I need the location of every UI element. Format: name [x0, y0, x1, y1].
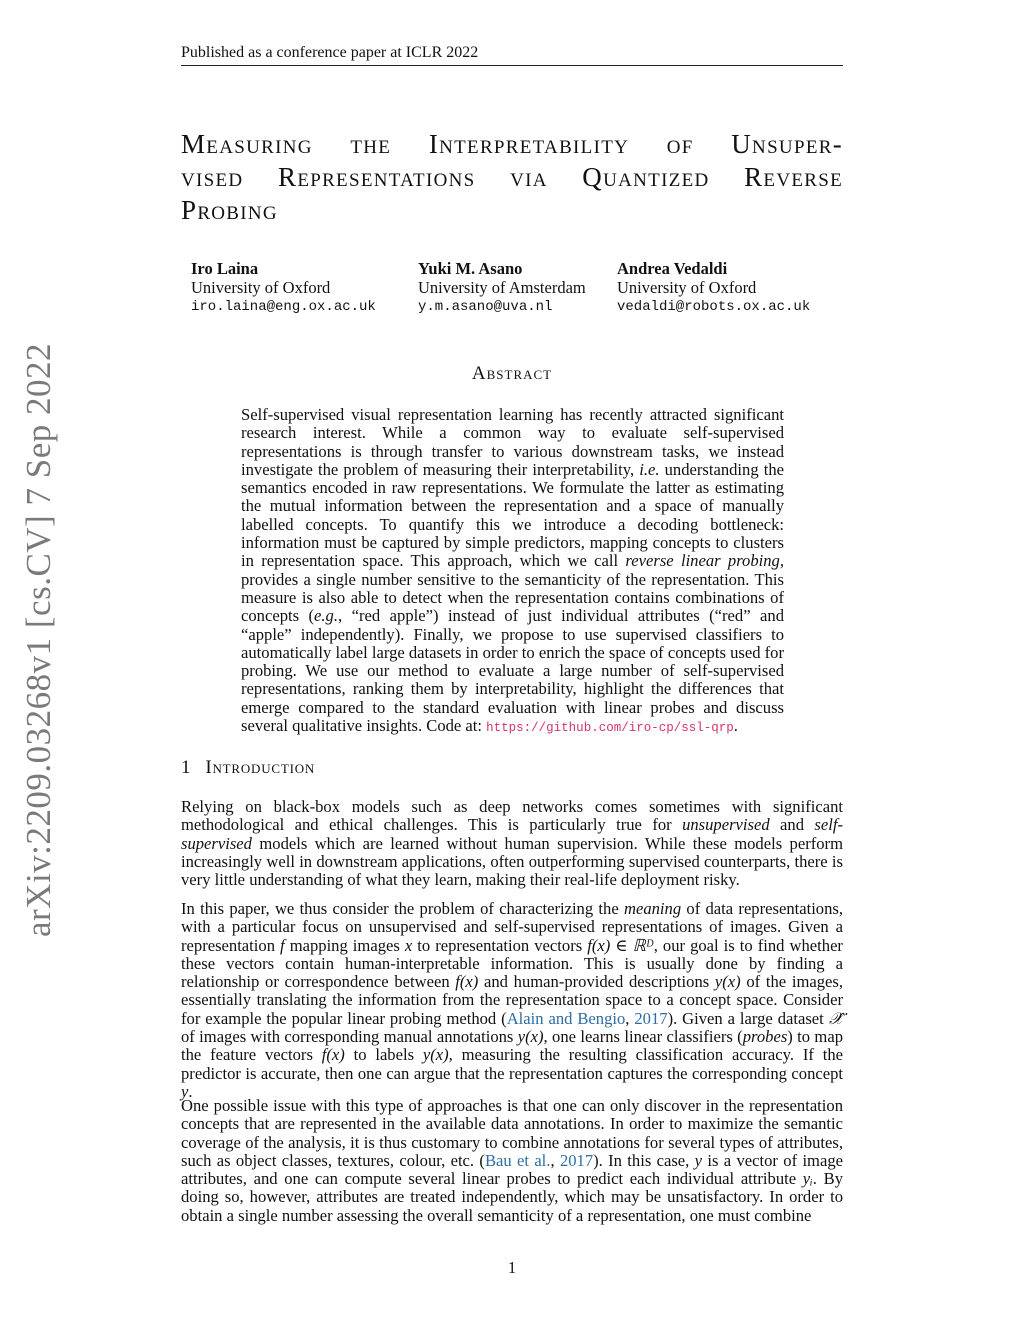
abstract-heading: Abstract — [471, 363, 553, 384]
citation-link[interactable]: 2017 — [634, 1008, 668, 1028]
text-run: , — [550, 1150, 560, 1170]
math-expression: yᵢ — [802, 1169, 813, 1189]
emphasis-text: probes — [742, 1027, 788, 1047]
title-line: vised Representations via Quantized Reverse — [181, 162, 843, 192]
text-run: Relying on black-box models such as deep networks comes sometimes with significant methodological and ethical challenges. This is particularly true for — [181, 797, 843, 835]
text-run: is a vector of image attributes, and one can compute several linear probes to predict each individual attribute — [181, 1150, 843, 1189]
text-run: , — [625, 1008, 635, 1028]
author-block — [418, 259, 586, 317]
text-run: and human-provided descriptions — [478, 972, 715, 992]
text-run: , one learns linear classifiers ( — [543, 1027, 743, 1047]
running-header: Published as a conference paper at ICLR 2022 — [181, 44, 479, 61]
text-run: of images with corresponding manual annotations — [181, 1027, 518, 1047]
body-paragraph — [181, 900, 843, 1101]
math-expression: y — [694, 1150, 703, 1170]
math-expression: f(x) — [321, 1045, 345, 1065]
section-heading-introduction — [181, 757, 315, 779]
paper-title — [181, 128, 843, 227]
citation-link[interactable]: Bau et al. — [484, 1150, 551, 1170]
emphasis-text: meaning — [623, 899, 682, 918]
text-run: mapping images — [284, 935, 405, 955]
arxiv-stamp: arXiv:2209.03268v1 [cs.CV] 7 Sep 2022 — [19, 342, 58, 938]
text-run: , provides a single number sensitive to the semanticity of the representation. This measure is also able to detect when the representation contains combinations of concepts ( — [241, 551, 784, 626]
text-run: models which are learned without human supervision. While these models perform increasingly well in downstream applications, often outperforming supervised counterparts, there is very little understanding of what they learn, making their real-life deployment risky. — [181, 833, 843, 890]
text-run: One possible issue with this type of approaches is that one can only discover in the representation concepts that are represented in the available data annotations. In order to maximize the semantic coverage of the analysis, it is thus customary to combine annotations for several types of attributes, such as object classes, textures, colour, etc. ( — [181, 1096, 843, 1170]
text-run: understanding the semantics encoded in raw representations. We formulate the latter as estimating the mutual information between the representation and a space of manually labelled concepts. To quantify this we introduce a decoding bottleneck: information must be captured by simple predictors, mapping concepts to clusters in representation space. This approach, which we call — [241, 459, 784, 571]
emphasis-text: e.g. — [314, 606, 339, 626]
author-name: Yuki M. Asano — [418, 259, 523, 278]
text-run: ) to map the feature vectors — [181, 1027, 843, 1065]
text-run: of the images, essentially translating the information from the representation space to a concept space. Consider for example the popular linear probing method ( — [181, 972, 843, 1028]
text-run: of data representations, with a particular focus on unsupervised and self-supervised representations of images. Given a representation — [181, 899, 844, 955]
section-title: Introduction — [205, 757, 316, 778]
text-run: . By doing so, however, attributes are treated independently, which may be unsatisfactory. In order to obtain a single number assessing the overall semanticity of a representation, one must combine — [181, 1169, 843, 1225]
text-run: . — [733, 716, 738, 736]
author-affiliation: University of Oxford — [617, 278, 757, 297]
author-email[interactable]: iro.laina@eng.ox.ac.uk — [191, 299, 376, 315]
text-run: to representation vectors — [412, 935, 588, 955]
section-number: 1 — [181, 757, 192, 778]
emphasis-text: i.e. — [639, 459, 660, 479]
text-run: , measuring the resulting classification accuracy. If the predictor is accurate, then one can argue that the representation captures the corresponding concept — [181, 1045, 843, 1083]
author-affiliation: University of Oxford — [191, 278, 331, 297]
author-affiliation: University of Amsterdam — [418, 278, 586, 297]
author-block — [617, 259, 810, 317]
math-expression: y(x) — [714, 972, 741, 992]
author-email[interactable]: vedaldi@robots.ox.ac.uk — [617, 299, 811, 315]
math-expression: f(x) — [455, 972, 479, 992]
code-url-link[interactable]: https://github.com/iro-cp/ssl-qrp — [486, 721, 734, 736]
emphasis-text: reverse linear probing — [625, 551, 780, 571]
page-number: 1 — [507, 1258, 517, 1277]
title-line: Probing — [181, 195, 278, 225]
citation-link[interactable]: Alain and Bengio — [506, 1008, 626, 1028]
author-name: Iro Laina — [191, 259, 259, 278]
text-run: to labels — [344, 1045, 423, 1065]
math-expression: f(x) ∈ ℝᴰ — [587, 935, 654, 955]
text-run: , “red apple”) instead of just individual attributes (“red” and “apple” independently). Finally, we propose to use supervised classifiers to automatically label large datasets in order to enrich the space of concepts used for probing. We use our method to evaluate a large number of self-supervised representations, ranking them by interpretability, highlight the differences that emerge compared to the standard evaluation with linear probes and discuss several qualitative insights. Code at: — [241, 606, 784, 736]
math-expression: y — [181, 1081, 189, 1101]
math-expression: 𝒳̂ — [828, 1008, 843, 1028]
math-expression: y(x) — [422, 1045, 449, 1065]
title-line: Measuring the Interpretability of Unsuper- — [181, 129, 843, 159]
text-run: ). Given a large dataset — [667, 1008, 829, 1028]
abstract-text — [241, 406, 784, 737]
text-run: , our goal is to find whether these vectors contain human-interpretable information. This is usually done by finding a relationship or correspondence between — [181, 935, 843, 992]
author-block — [191, 259, 376, 317]
body-paragraph — [181, 1097, 843, 1225]
math-expression: x — [404, 935, 413, 955]
text-run: In this paper, we thus consider the problem of characterizing the — [181, 899, 624, 918]
emphasis-text: self-supervised — [181, 815, 843, 853]
emphasis-text: unsupervised — [682, 815, 770, 835]
text-run: and — [769, 815, 815, 835]
header-rule — [181, 65, 843, 66]
citation-link[interactable]: 2017 — [559, 1150, 594, 1170]
text-run: Self-supervised visual representation learning has recently attracted significant research interest. While a common way to evaluate self-supervised representations is through transfer to various downstream tasks, we instead investigate the problem of measuring their interpretability, — [241, 405, 784, 479]
math-expression: y(x) — [517, 1027, 544, 1047]
author-name: Andrea Vedaldi — [617, 259, 728, 278]
author-email[interactable]: y.m.asano@uva.nl — [418, 299, 553, 315]
text-run: . — [188, 1081, 193, 1101]
math-expression: f — [280, 935, 285, 955]
text-run: ). In this case, — [593, 1150, 695, 1170]
body-paragraph — [181, 798, 843, 889]
